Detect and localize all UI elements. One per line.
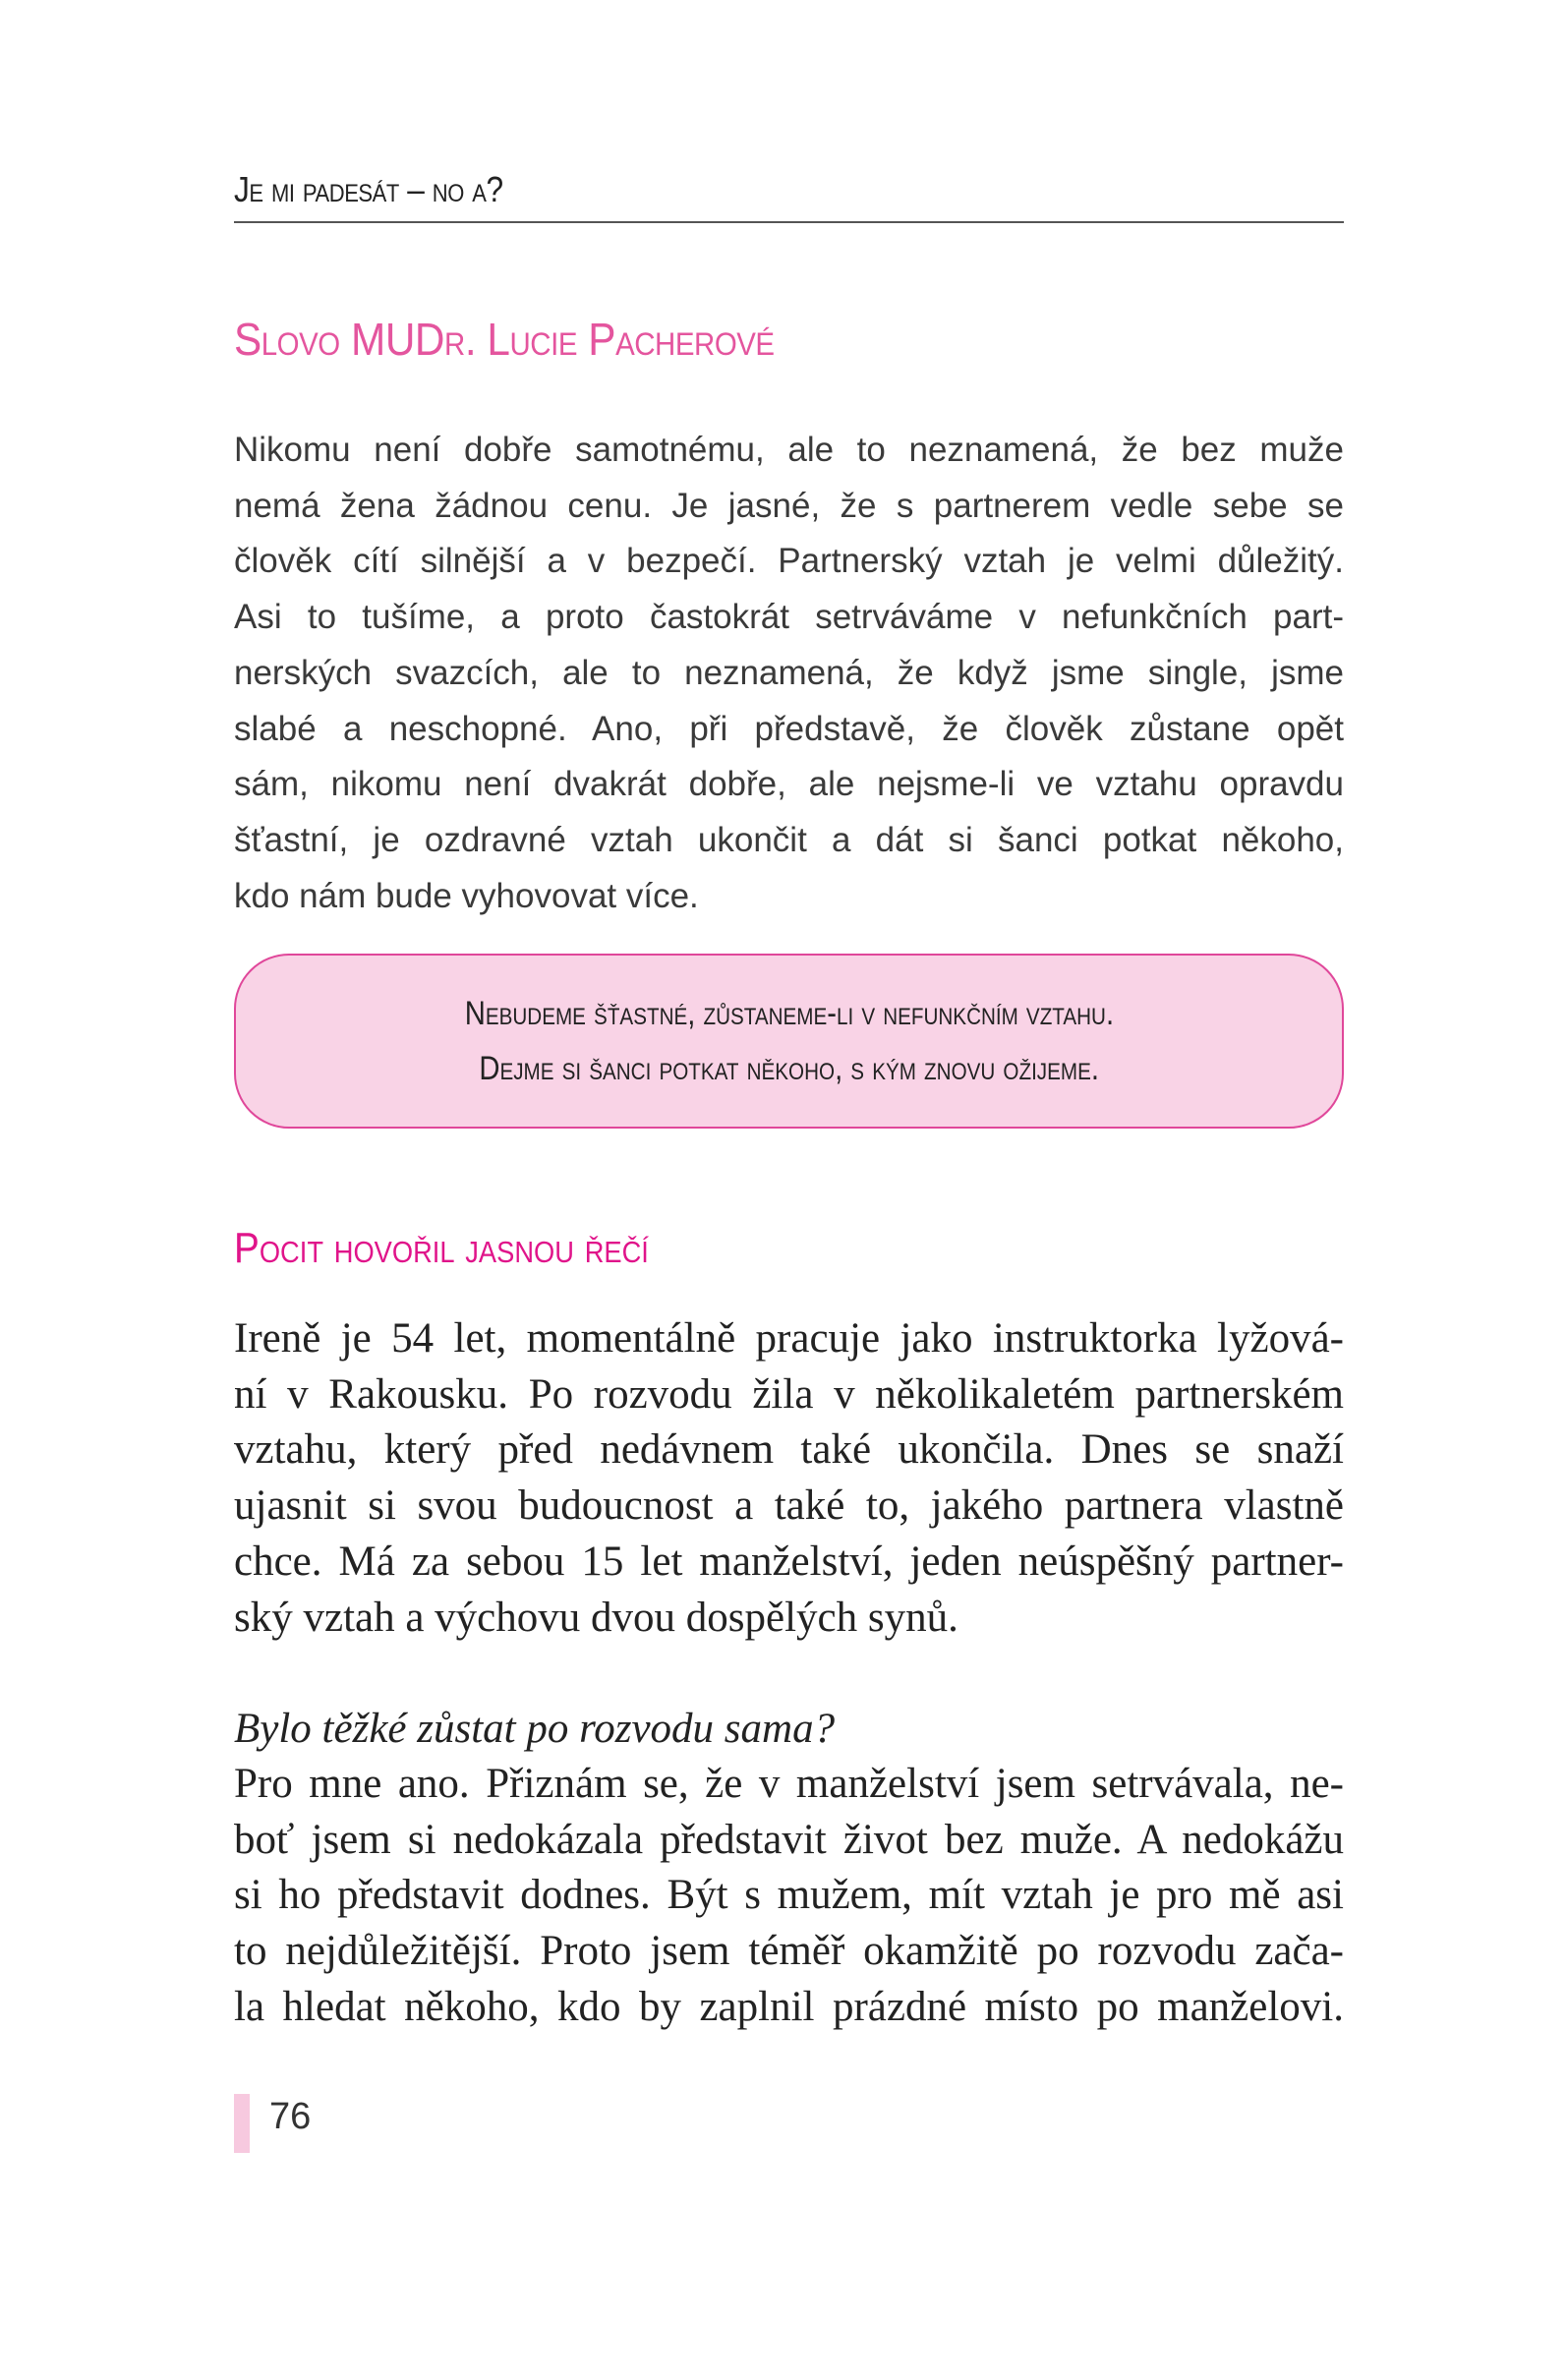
text-line: nemá žena žádnou cenu. Je jasné, že s partnerem vedle sebe se — [234, 486, 1344, 525]
section-heading: Slovo MUDr. Lucie Pacherové — [234, 314, 775, 365]
text-line: kdo nám bude vyhovovat více. — [234, 876, 699, 915]
interview-question: Bylo těžké zůstat po rozvodu sama? — [234, 1706, 836, 1752]
text-line: vztahu, který před nedávnem také ukončila. Dnes se snaží — [234, 1426, 1344, 1474]
doctor-paragraph — [234, 423, 1344, 924]
page-number-marker — [234, 2094, 250, 2153]
text-line: Pro mne ano. Přiznám se, že v manželství jsem setrvávala, ne- — [234, 1761, 1344, 1807]
text-line: slabé a neschopné. Ano, při představě, že člověk zůstane opět — [234, 709, 1344, 748]
callout-line: Nebudeme šťastné, zůstaneme-li v nefunkčním vztahu. — [464, 995, 1114, 1032]
text-line: la hledat někoho, kdo by zaplnil prázdné místo po manželovi. — [234, 1983, 1344, 2030]
running-head: Je mi padesát – no a? — [234, 169, 503, 209]
text-line: ský vztah a výchovu dvou dospělých synů. — [234, 1594, 958, 1641]
text-line: ní v Rakousku. Po rozvodu žila v několikaletém partnerském — [234, 1370, 1344, 1418]
answer-paragraph — [234, 1757, 1344, 2036]
text-line: si ho představit dodnes. Být s mužem, mít vztah je pro mě asi — [234, 1872, 1344, 1919]
text-line: šťastní, je ozdravné vztah ukončit a dát si šanci potkat někoho, — [234, 820, 1344, 859]
section-heading: Pocit hovořil jasnou řečí — [234, 1224, 649, 1272]
text-line: Nikomu není dobře samotnému, ale to neznamená, že bez muže — [234, 431, 1344, 469]
intro-paragraph — [234, 1311, 1344, 1646]
callout-box — [234, 954, 1344, 1129]
text-line: boť jsem si nedokázala představit život bez muže. A nedokážu — [234, 1816, 1344, 1863]
page-number: 76 — [269, 2096, 312, 2137]
header-rule — [234, 221, 1344, 223]
text-line: ujasnit si svou budoucnost a také to, jakého partnera vlastně — [234, 1482, 1344, 1530]
text-line: to nejdůležitější. Proto jsem téměř okamžitě po rozvodu zača- — [234, 1928, 1344, 1975]
text-line: Ireně je 54 let, momentálně pracuje jako instruktorka lyžová- — [234, 1315, 1344, 1362]
text-line: chce. Má za sebou 15 let manželství, jeden neúspěšný partner- — [234, 1538, 1344, 1585]
text-line: Asi to tušíme, a proto častokrát setrváváme v nefunkčních part- — [234, 598, 1344, 637]
text-line: sám, nikomu není dvakrát dobře, ale nejsme-li ve vztahu opravdu — [234, 765, 1344, 804]
text-line: nerských svazcích, ale to neznamená, že když jsme single, jsme — [234, 653, 1344, 692]
text-line: člověk cítí silnější a v bezpečí. Partnerský vztah je velmi důležitý. — [234, 542, 1344, 581]
callout-line: Dejme si šanci potkat někoho, s kým znovu ožijeme. — [479, 1050, 1099, 1087]
